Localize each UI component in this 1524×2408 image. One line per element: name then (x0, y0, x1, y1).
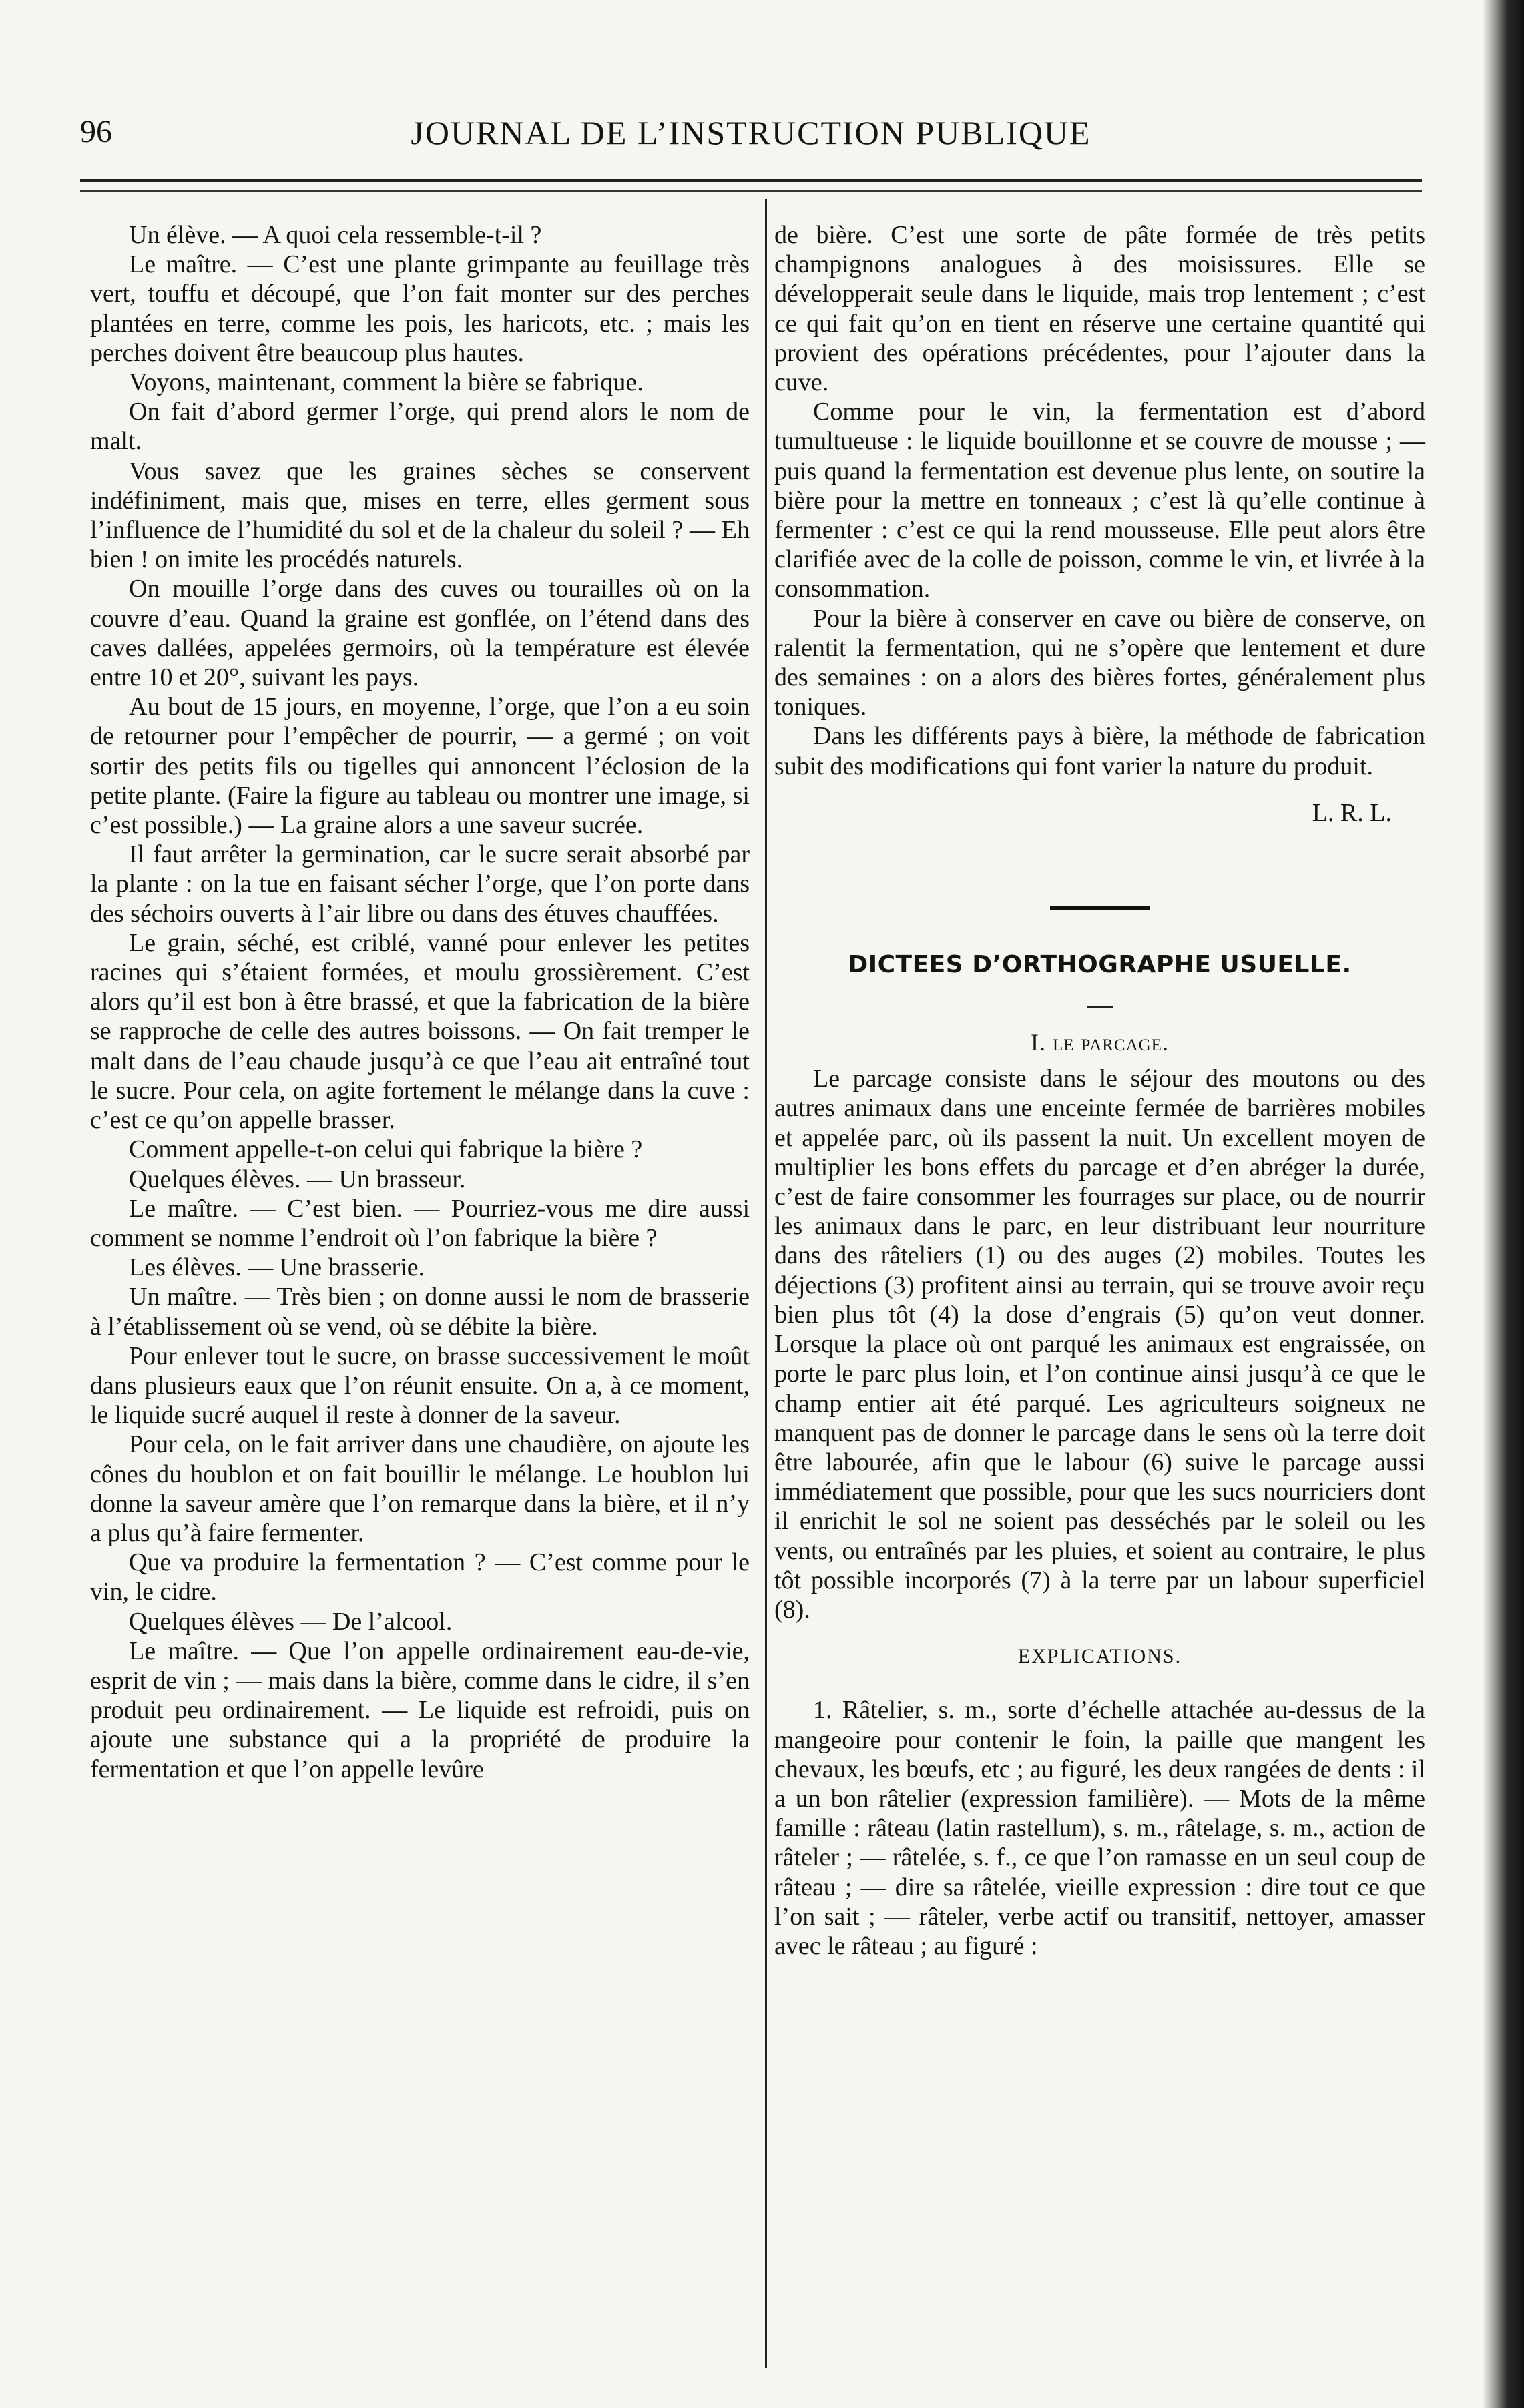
paragraph: Le maître. — C’est bien. — Pourriez-vous me dire aussi comment se nomme l’endroit où l’on fabrique la bière ? (90, 1194, 750, 1252)
paragraph: Le maître. — Que l’on appelle ordinairement eau-de-vie, esprit de vin ; — mais dans la bière, comme dans le cidre, il s’en produit peu ordinairement. — Le liquide est refroidi, puis on ajoute une substance qui a la propriété de produire la fermentation et que l’on appelle levûre (90, 1636, 750, 1783)
section-title: DICTEES D’ORTHOGRAPHE USUELLE. (848, 951, 1352, 979)
paragraph: Quelques élèves — De l’alcool. (129, 1607, 453, 1636)
paragraph: Quelques élèves. — Un brasseur. (129, 1165, 466, 1193)
page-number: 96 (80, 114, 112, 149)
column-divider (765, 199, 767, 2368)
paragraph: Pour cela, on le fait arriver dans une chaudière, on ajoute les cônes du houblon et on fait bouillir le mélange. Le houblon lui donne la saveur amère que l’on remarque dans la bière, et il n’y a plus qu’à faire fermenter. (90, 1430, 750, 1547)
paragraph: Le maître. — C’est une plante grimpante au feuillage très vert, touffu et découpé, que l’on fait monter sur des perches plantées en terre, comme les pois, les haricots, etc. ; mais les perches doivent être beaucoup plus hautes. (90, 250, 750, 367)
paragraph: Vous savez que les graines sèches se conservent indéfiniment, mais que, mises en terre, elles germent sous l’influence de l’humidité du sol et de la chaleur du soleil ? — Eh bien ! on imite les procédés naturels. (90, 457, 750, 574)
journal-title: JOURNAL DE L’INSTRUCTION PUBLIQUE (411, 114, 1091, 152)
paragraph: Comment appelle-t-on celui qui fabrique la bière ? (129, 1135, 643, 1164)
paragraph: Les élèves. — Une brasserie. (129, 1253, 425, 1282)
paragraph: Comme pour le vin, la fermentation est d’abord tumultueuse : le liquide bouillonne et se couvre de mousse ; — puis quand la fermentation est devenue plus lente, on soutire la bière pour la mettre en tonneaux ; c’est là qu’elle continue à fermenter : c’est ce qui la rend mousseuse. Elle peut alors être clarifiée avec de la colle de poisson, comme le vin, et livrée à la consommation. (774, 398, 1425, 603)
paragraph: Il faut arrêter la germination, car le sucre serait absorbé par la plante : on la tue en faisant sécher l’orge, que l’on porte dans des séchoirs ouverts à l’air libre ou dans des étuves chauffées. (90, 840, 750, 928)
explanation-entry: 1. Râtelier, s. m., sorte d’échelle attachée au-dessus de la mangeoire pour contenir le foin, la paille que mangent les chevaux, les bœufs, etc ; au figuré, les deux rangées de dents : il a un bon râtelier (expression familière). — Mots de la même famille : râteau (latin rastellum), s. m., râtelage, s. m., action de râteler ; — râtelée, s. f., ce que l’on ramasse en un seul coup de râteau ; — dire sa râtelée, vieille expression : dire tout ce que l’on sait ; — râteler, verbe actif ou transitif, nettoyer, amasser avec le râteau ; au figuré : (774, 1696, 1426, 1960)
header-rule-thin (80, 190, 1422, 192)
dictation-text: Le parcage consiste dans le séjour des moutons ou des autres animaux dans une enceinte fermée de barrières mobiles et appelée parc, où ils passent la nuit. Un excellent moyen de multiplier les bons effets du parcage et d’en abréger la durée, c’est de faire consommer les fourrages sur place, ou de nourrir les animaux dans le parc, en leur distribuant leur nourriture dans des râteliers (1) ou des auges (2) mobiles. Toutes les déjections (3) profitent ainsi au terrain, qui se trouve avoir reçu bien plus tôt (4) la dose d’engrais (5) qu’on veut donner. Lorsque la place où ont parqué les animaux est engraissée, on porte le parc plus loin, et l’on continue ainsi jusqu’à ce que le champ entier ait été parqué. Les agriculteurs soigneux ne manquent pas de donner le parcage dans le sens où la terre doit être labourée, afin que le labour (6) suive le parcage aussi immédiatement que possible, pour que les sucs nourriciers dont il enrichit le sol ne soient pas desséchés par le soleil ou les vents, ou entraînés par les pluies, et soient au contraire, le plus tôt possible incorporés (7) à la terre par un labour superficiel (8). (774, 1065, 1425, 1624)
heading-dash (1087, 1006, 1113, 1008)
lesson-title: I. le parcage. (1031, 1029, 1169, 1057)
paragraph: On fait d’abord germer l’orge, qui prend alors le nom de malt. (90, 398, 750, 456)
paragraph: Dans les différents pays à bière, la méthode de fabrication subit des modifications qui font varier la nature du produit. (774, 722, 1425, 780)
paragraph: Pour enlever tout le sucre, on brasse successivement le moût dans plusieurs eaux que l’on réunit ensuite. On a, à ce moment, le liquide sucré auquel il reste à donner de la saveur. (90, 1341, 750, 1430)
paragraph: de bière. C’est une sorte de pâte formée de très petits champignons analogues à des moisissures. Elle se développerait seule dans le liquide, mais trop lentement ; c’est ce qui fait qu’on en tient en réserve une certaine quantité qui provient des opérations précédentes, pour l’ajouter dans la cuve. (774, 221, 1425, 397)
page-edge-shadow (1483, 0, 1524, 2408)
paragraph: Voyons, maintenant, comment la bière se fabrique. (129, 368, 644, 397)
paragraph: Le grain, séché, est criblé, vanné pour enlever les petites racines qui s’étaient formées, et moulu grossièrement. C’est alors qu’il est bon à être brassé, et que la fabrication de la bière se rapproche de celle des autres boissons. — On fait tremper le malt dans de l’eau chaude jusqu’à ce que l’eau ait entraîné tout le sucre. Pour cela, on agite fortement le mélange dans la cuve : c’est ce qu’on appelle brasser. (90, 928, 750, 1135)
paragraph: Un maître. — Très bien ; on donne aussi le nom de brasserie à l’établissement où se vend, où se débite la bière. (90, 1283, 750, 1341)
explanations-title: EXPLICATIONS. (1017, 1645, 1182, 1668)
paragraph: Un élève. — A quoi cela ressemble-t-il ? (129, 221, 542, 249)
left-column (90, 220, 750, 1784)
paragraph: Que va produire la fermentation ? — C’est comme pour le vin, le cidre. (90, 1548, 750, 1606)
paragraph: Au bout de 15 jours, en moyenne, l’orge, que l’on a eu soin de retourner pour l’empêcher de pourrir, — a germé ; on voit sortir des petits fils ou tigelles qui annoncent l’éclosion de la petite plante. (Faire la figure au tableau ou montrer une image, si c’est possible.) — La graine alors a une saveur sucrée. (90, 693, 750, 840)
header-rule-thick (80, 179, 1422, 182)
right-column (774, 220, 1425, 1961)
paragraph: On mouille l’orge dans des cuves ou tourailles où on la couvre d’eau. Quand la graine est gonflée, on l’étend dans des caves dallées, appelées germoirs, où la température est élevée entre 10 et 20°, suivant les pays. (90, 575, 750, 692)
page-header (80, 100, 1422, 160)
section-separator (1050, 906, 1150, 910)
paragraph: Pour la bière à conserver en cave ou bière de conserve, on ralentit la fermentation, qui ne s’opère que lentement et dure des semaines : on a alors des bières fortes, généralement plus toniques. (774, 604, 1425, 721)
article-signature: L. R. L. (1312, 798, 1392, 827)
